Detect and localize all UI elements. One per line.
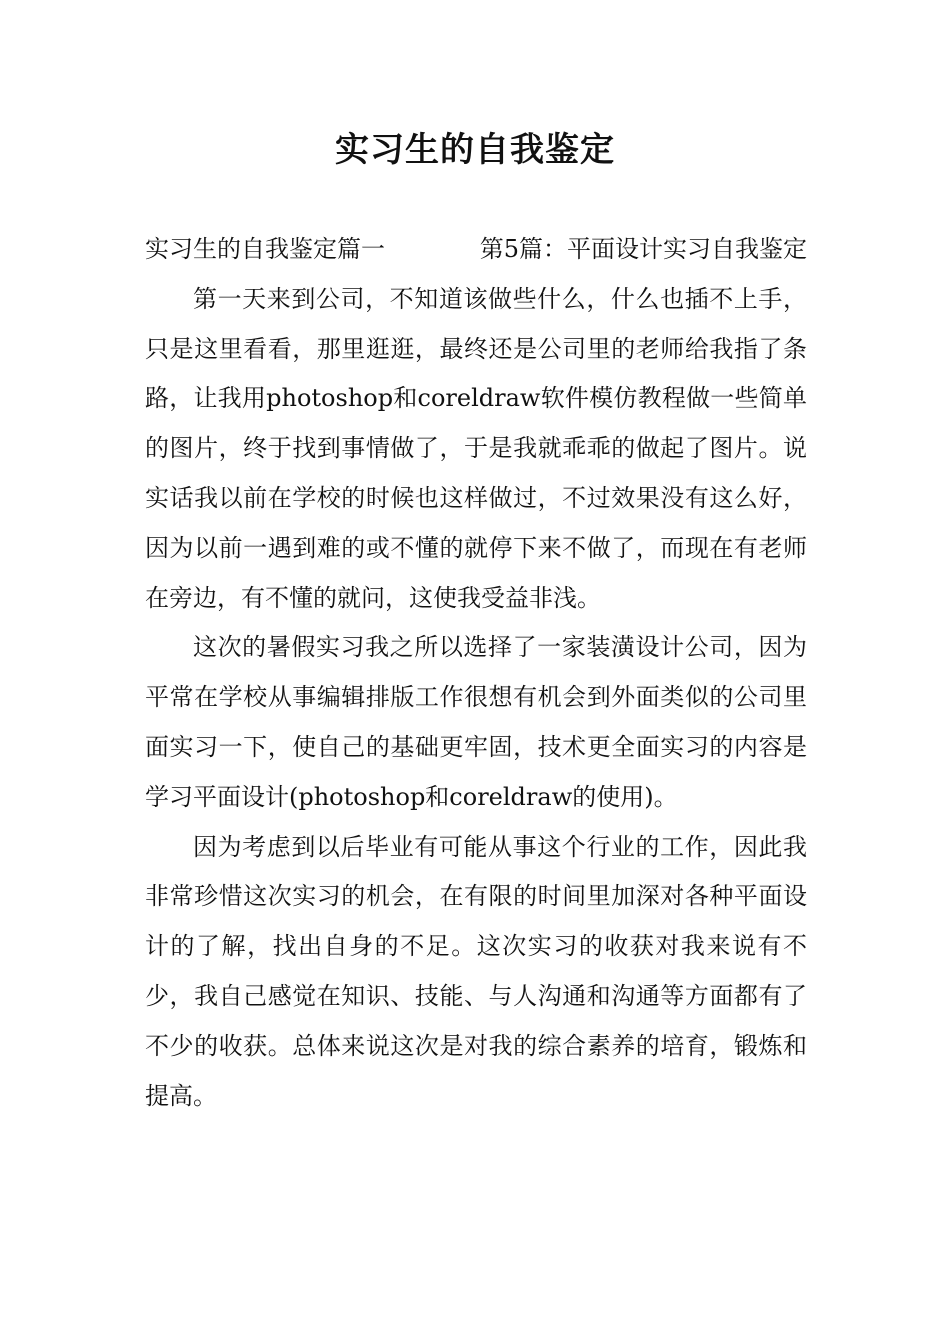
subtitle-line	[145, 225, 807, 275]
subtitle-left: 实习生的自我鉴定篇一	[145, 235, 385, 263]
paragraph-2: 这次的暑假实习我之所以选择了一家装潢设计公司，因为平常在学校从事编辑排版工作很想有机会到外面类似的公司里面实习一下，使自己的基础更牢固，技术更全面实习的内容是学习平面设计(photoshop和coreldraw的使用)。	[145, 633, 807, 811]
document-title: 实习生的自我鉴定	[335, 130, 615, 170]
document-body	[145, 225, 807, 1121]
paragraph-1: 第一天来到公司，不知道该做些什么，什么也插不上手，只是这里看看，那里逛逛，最终还是公司里的老师给我指了条路，让我用photoshop和coreldraw软件模仿教程做一些简单的图片，终于找到事情做了，于是我就乖乖的做起了图片。说实话我以前在学校的时候也这样做过，不过效果没有这么好，因为以前一遇到难的或不懂的就停下来不做了，而现在有老师在旁边，有不懂的就问，这使我受益非浅。	[145, 284, 807, 612]
paragraph-3: 因为考虑到以后毕业有可能从事这个行业的工作，因此我非常珍惜这次实习的机会，在有限的时间里加深对各种平面设计的了解，找出自身的不足。这次实习的收获对我来说有不少，我自己感觉在知识、技能、与人沟通和沟通等方面都有了不少的收获。总体来说这次是对我的综合素养的培育，锻炼和提高。	[145, 832, 807, 1110]
subtitle-right: 第5篇：平面设计实习自我鉴定	[479, 235, 807, 263]
